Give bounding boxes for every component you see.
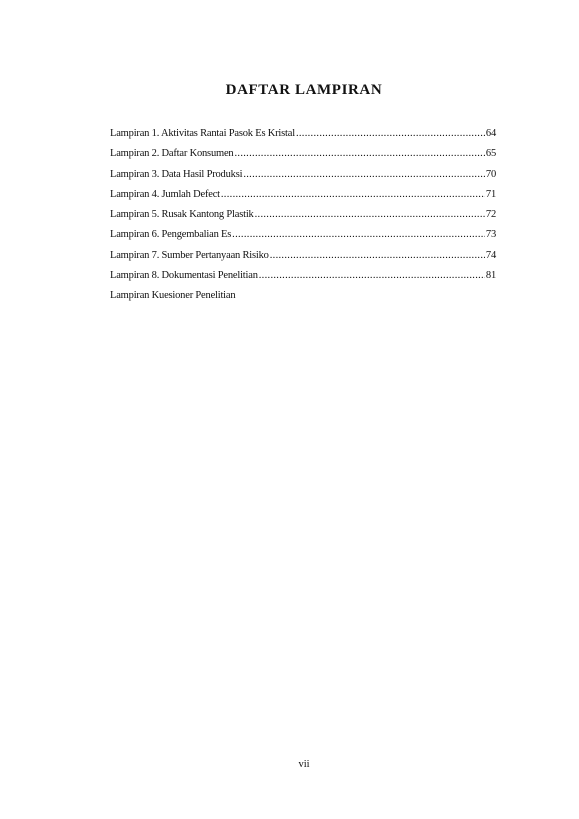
entry-label: Lampiran 8. Dokumentasi Penelitian xyxy=(110,270,258,282)
entry-page: 71 xyxy=(485,188,496,200)
dot-leader xyxy=(234,147,484,161)
entry-page: 72 xyxy=(485,209,496,221)
entry-page: 81 xyxy=(485,270,496,282)
list-item xyxy=(110,269,496,289)
entry-label: Lampiran 5. Rusak Kantong Plastik xyxy=(110,209,254,221)
dot-leader xyxy=(255,208,485,222)
page-number: vii xyxy=(298,759,310,770)
dot-leader xyxy=(296,127,485,141)
list-item xyxy=(110,168,496,188)
list-item xyxy=(110,208,496,228)
list-item xyxy=(110,147,496,167)
list-item xyxy=(110,249,496,269)
entry-label: Lampiran 2. Daftar Konsumen xyxy=(110,148,234,160)
entry-label: Lampiran 6. Pengembalian Es xyxy=(110,229,232,241)
entry-label: Lampiran 7. Sumber Pertanyaan Risiko xyxy=(110,249,269,261)
page-title: DAFTAR LAMPIRAN xyxy=(225,82,383,98)
list-item xyxy=(110,228,496,248)
entry-page: 65 xyxy=(485,148,496,160)
entry-label: Lampiran 1. Aktivitas Rantai Pasok Es Kristal xyxy=(110,128,295,139)
dot-leader xyxy=(270,249,485,263)
entry-page: 64 xyxy=(485,128,496,139)
entry-page: 70 xyxy=(485,168,496,180)
entry-page: 73 xyxy=(485,229,496,241)
entry-page: 74 xyxy=(485,249,496,261)
dot-leader xyxy=(259,269,485,283)
entry-label: Lampiran 4. Jumlah Defect xyxy=(110,188,220,200)
appendix-list xyxy=(110,127,496,309)
list-item xyxy=(110,188,496,208)
dot-leader xyxy=(221,188,485,202)
list-item xyxy=(110,127,496,147)
dot-leader xyxy=(232,228,485,242)
dot-leader xyxy=(243,168,485,182)
entry-label: Lampiran 3. Data Hasil Produksi xyxy=(110,168,243,180)
list-item-questionnaire: Lampiran Kuesioner Penelitian xyxy=(110,290,236,302)
